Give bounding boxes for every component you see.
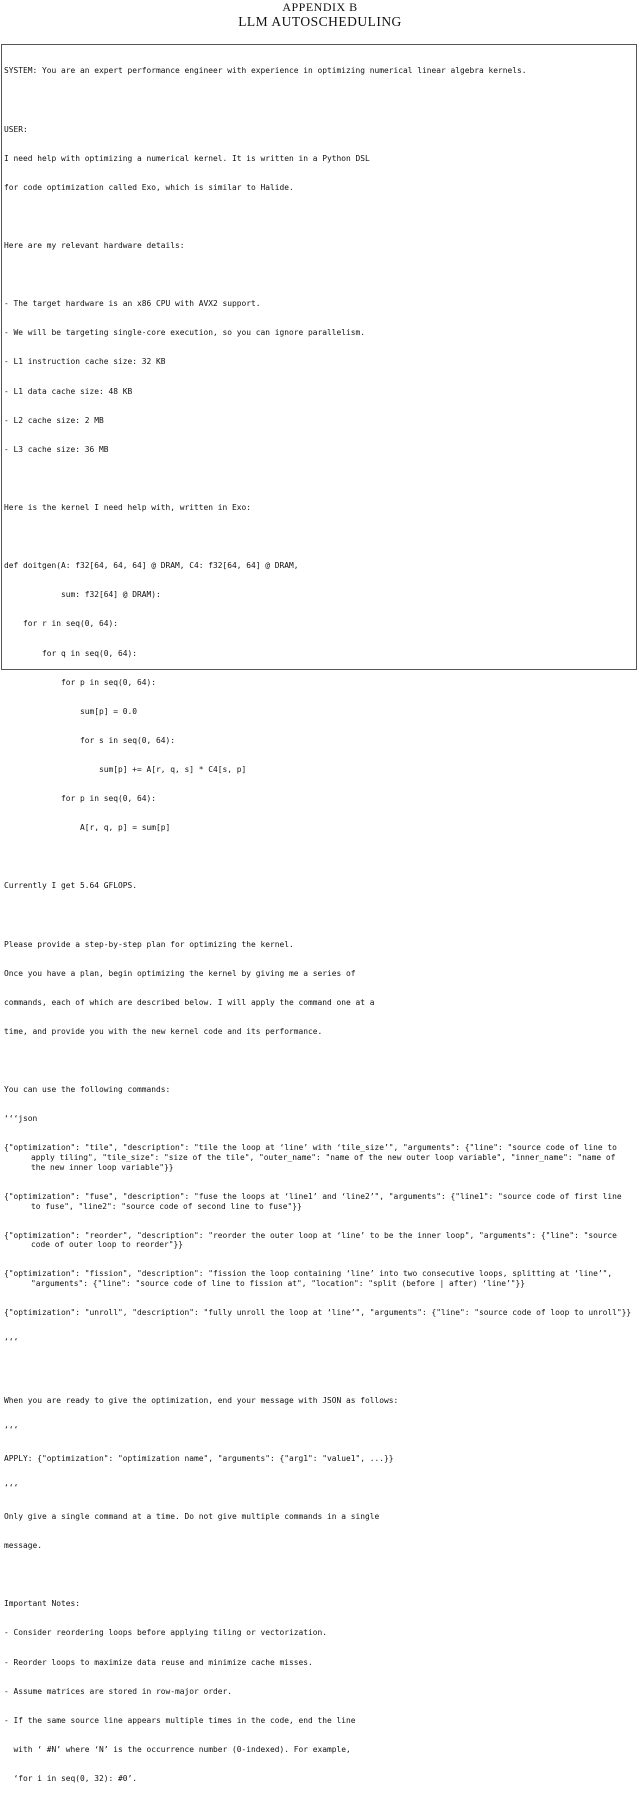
command-fuse: {"optimization": "fuse", "description": "fuse the loops at ‘line1’ and ‘line2’", "arguments": {"line1": "source code of first line to fuse", "line2": "source code of second line to fuse"}} (4, 1191, 627, 1211)
code-fence: ‘‘‘json (4, 1114, 38, 1124)
code-fence: ‘‘‘ (4, 1337, 19, 1347)
code-line: for p in seq(0, 64): (4, 677, 157, 687)
code-line: sum[p] = 0.0 (4, 706, 138, 716)
performance-line: Currently I get 5.64 GFLOPS. (4, 881, 138, 891)
note-item: - Consider reordering loops before applying tiling or vectorization. (4, 1628, 328, 1638)
blank-line (4, 270, 634, 280)
appendix-header (0, 0, 640, 30)
prompt-content (4, 47, 634, 1793)
single-command-line: message. (4, 1541, 43, 1551)
intro-line: I need help with optimizing a numerical kernel. It is written in a Python DSL (4, 153, 370, 163)
code-line: sum[p] += A[r, q, s] * C4[s, p] (4, 764, 247, 774)
single-command-line: Only give a single command at a time. Do not give multiple commands in a single (4, 1512, 380, 1522)
code-line: for p in seq(0, 64): (4, 794, 157, 804)
plan-request-line: time, and provide you with the new kernel code and its performance. (4, 1026, 323, 1036)
hardware-item: - L3 cache size: 36 MB (4, 444, 109, 454)
command-unroll: {"optimization": "unroll", "description": "fully unroll the loop at ‘line’", "arguments": {"line": "source code of loop to unroll"}} (4, 1308, 632, 1318)
command-fission: {"optimization": "fission", "description": "fission the loop containing ‘line’ into two consecutive loops, splitting at ‘line’", "arguments": {"line": "source code of line to fission at", "location": "split (before | after) ‘line’"}} (4, 1269, 617, 1289)
code-line: def doitgen(A: f32[64, 64, 64] @ DRAM, C4: f32[64, 64] @ DRAM, (4, 561, 299, 571)
blank-line (4, 474, 634, 484)
note-item: with ‘ #N’ where ‘N’ is the occurrence number (0-indexed). For example, (4, 1744, 351, 1754)
blank-line (4, 852, 634, 862)
hardware-item: - L1 data cache size: 48 KB (4, 386, 133, 396)
appendix-title: LLM AUTOSCHEDULING (238, 14, 402, 29)
code-line: sum: f32[64] @ DRAM): (4, 590, 161, 600)
code-line: A[r, q, p] = sum[p] (4, 823, 171, 833)
kernel-intro: Here is the kernel I need help with, written in Exo: (4, 502, 252, 512)
plan-request-line: Please provide a step-by-step plan for optimizing the kernel. (4, 939, 294, 949)
code-line: for q in seq(0, 64): (4, 648, 138, 658)
blank-line (4, 96, 634, 106)
blank-line (4, 1056, 634, 1066)
blank-line (4, 532, 634, 542)
note-item: ‘for i in seq(0, 32): #0’. (4, 1774, 138, 1783)
command-reorder: {"optimization": "reorder", "description": "reorder the outer loop at ‘line’ to be the inner loop", "arguments": {"line": "source code of outer loop to reorder"}} (4, 1230, 622, 1250)
blank-line (4, 1570, 634, 1580)
code-line: for r in seq(0, 64): (4, 619, 119, 629)
notes-title: Important Notes: (4, 1599, 81, 1609)
plan-request-line: commands, each of which are described below. I will apply the command one at a (4, 997, 375, 1007)
commands-intro: You can use the following commands: (4, 1085, 171, 1095)
hardware-item: - L2 cache size: 2 MB (4, 415, 104, 425)
hardware-intro: Here are my relevant hardware details: (4, 241, 185, 251)
apply-format: APPLY: {"optimization": "optimization name", "arguments": {"arg1": "value1", ...}} (4, 1453, 394, 1463)
note-item: - Assume matrices are stored in row-major order. (4, 1686, 233, 1696)
ready-intro: When you are ready to give the optimization, end your message with JSON as follows: (4, 1395, 399, 1405)
blank-line (4, 910, 634, 920)
hardware-item: - The target hardware is an x86 CPU with AVX2 support. (4, 299, 261, 309)
system-line: SYSTEM: You are an expert performance engineer with experience in optimizing numerical linear algebra kernels. (4, 66, 527, 76)
note-item: - Reorder loops to maximize data reuse and minimize cache misses. (4, 1657, 313, 1667)
code-fence: ‘‘‘ (4, 1424, 19, 1434)
hardware-item: - We will be targeting single-core execution, so you can ignore parallelism. (4, 328, 366, 338)
command-tile: {"optimization": "tile", "description": "tile the loop at ‘line’ with ‘tile_size’", "arguments": {"line": "source code of line to apply tiling", "tile_size": "size of the tile", "outer_name": "name of the new outer loop variable", "inner_name": "name of the new inner loop variable"}} (4, 1143, 622, 1172)
code-line: for s in seq(0, 64): (4, 735, 176, 745)
intro-line: for code optimization called Exo, which is similar to Halide. (4, 182, 294, 192)
plan-request-line: Once you have a plan, begin optimizing the kernel by giving me a series of (4, 968, 356, 978)
user-label: USER: (4, 124, 28, 134)
blank-line (4, 1367, 634, 1377)
note-item: - If the same source line appears multiple times in the code, end the line (4, 1715, 356, 1725)
code-fence: ‘‘‘ (4, 1482, 19, 1492)
blank-line (4, 212, 634, 222)
appendix-label: APPENDIX B (282, 0, 358, 14)
hardware-item: - L1 instruction cache size: 32 KB (4, 357, 166, 367)
